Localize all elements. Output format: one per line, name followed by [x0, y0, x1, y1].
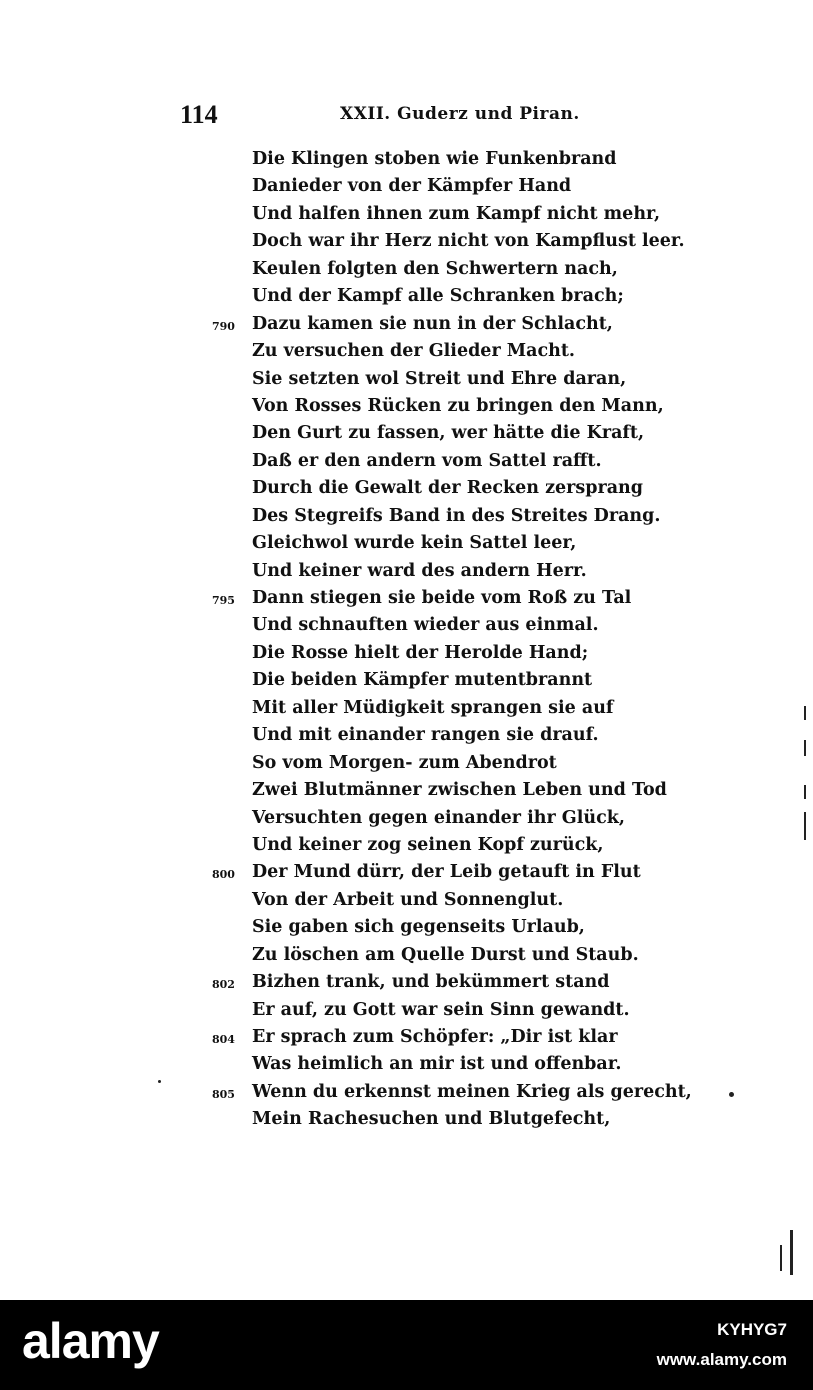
verse-line — [0, 1025, 813, 1052]
image-id: KYHYG7 — [717, 1320, 787, 1339]
verse-line — [0, 367, 813, 394]
verse-line — [0, 833, 813, 860]
line-number: 795 — [212, 594, 235, 607]
verse-text: Wenn du erkennst meinen Krieg als gerecht, — [252, 1081, 692, 1102]
verse-text: Er sprach zum Schöpfer: „Dir ist klar — [252, 1027, 618, 1047]
verse-line — [0, 229, 813, 256]
scan-artifact — [729, 1092, 734, 1097]
verse-line — [0, 696, 813, 723]
verse-text: Sie setzten wol Streit und Ehre daran, — [252, 368, 627, 389]
verse-text: Versuchten gegen einander ihr Glück, — [252, 807, 625, 828]
verse-text: Und der Kampf alle Schranken brach; — [252, 286, 624, 307]
alamy-logo: alamy — [22, 1313, 159, 1369]
verse-line — [0, 723, 813, 750]
scan-artifact — [158, 1080, 161, 1083]
verse-line — [0, 613, 813, 640]
verse-line — [0, 504, 813, 531]
verse-text: Die Klingen stoben wie Funkenbrand — [252, 149, 617, 169]
verse-line — [0, 943, 813, 970]
verse-text: Die beiden Kämpfer mutentbrannt — [252, 670, 593, 691]
verse-line — [0, 586, 813, 613]
verse-line — [0, 394, 813, 421]
watermark-banner — [0, 1300, 813, 1390]
line-number: 790 — [212, 319, 235, 333]
scan-artifact — [780, 1245, 782, 1271]
line-number: 800 — [212, 868, 235, 882]
line-number: 804 — [212, 1033, 235, 1046]
verse-text: Die Rosse hielt der Herolde Hand; — [252, 642, 589, 663]
verse-line — [0, 476, 813, 503]
verse-line — [0, 915, 813, 942]
verse-line — [0, 751, 813, 778]
verse-line — [0, 531, 813, 558]
verse-text: Mein Rachesuchen und Blutgefecht, — [252, 1109, 611, 1130]
scan-artifact — [804, 785, 806, 799]
verse-text: Zwei Blutmänner zwischen Leben und Tod — [252, 780, 667, 801]
verse-text: Von Rosses Rücken zu bringen den Mann, — [252, 395, 664, 416]
verse-line — [0, 147, 813, 174]
verse-line — [0, 257, 813, 284]
verse-text: Sie gaben sich gegenseits Urlaub, — [252, 917, 585, 938]
verse-text: Was heimlich an mir ist und offenbar. — [252, 1054, 622, 1075]
verse-line — [0, 339, 813, 366]
line-number: 802 — [212, 978, 235, 992]
verse-text: Durch die Gewalt der Recken zersprang — [252, 478, 643, 499]
verse-line — [0, 174, 813, 201]
scan-artifact — [804, 740, 806, 756]
verse-text: Den Gurt zu fassen, wer hätte die Kraft, — [252, 423, 645, 444]
scan-artifact — [804, 812, 806, 840]
verse-text: Daß er den andern vom Sattel rafft. — [252, 450, 602, 471]
verse-line — [0, 559, 813, 586]
verse-text: Und mit einander rangen sie drauf. — [252, 725, 599, 746]
page-number: 114 — [180, 100, 218, 129]
verse-text: So vom Morgen- zum Abendrot — [252, 752, 557, 773]
scan-artifact — [790, 1230, 793, 1275]
verse-text: Dann stiegen sie beide vom Roß zu Tal — [252, 588, 632, 608]
verse-text: Des Stegreifs Band in des Streites Drang. — [252, 505, 661, 526]
stock-url: www.alamy.com — [656, 1350, 787, 1369]
verse-line — [0, 1080, 813, 1107]
verse-text: Der Mund dürr, der Leib getauft in Flut — [252, 862, 641, 883]
running-head: XXII. Guderz und Piran. — [340, 104, 580, 124]
verse-line — [0, 970, 813, 997]
verse-line — [0, 1052, 813, 1079]
verse-line — [0, 888, 813, 915]
verse-text: Dazu kamen sie nun in der Schlacht, — [252, 313, 613, 334]
verse-text: Keulen folgten den Schwertern nach, — [252, 258, 618, 279]
verse-line — [0, 202, 813, 229]
verse-line — [0, 668, 813, 695]
verse-line — [0, 312, 813, 339]
verse-text: Und halfen ihnen zum Kampf nicht mehr, — [252, 203, 661, 224]
verse-text: Gleichwol wurde kein Sattel leer, — [252, 533, 577, 554]
verse-text: Zu löschen am Quelle Durst und Staub. — [252, 944, 639, 965]
verse-line — [0, 641, 813, 668]
verse-line — [0, 449, 813, 476]
verse-line — [0, 998, 813, 1025]
scan-artifact — [804, 706, 806, 720]
verse-text: Doch war ihr Herz nicht von Kampflust leer. — [252, 231, 685, 252]
verse-text: Von der Arbeit und Sonnenglut. — [252, 889, 564, 910]
line-number: 805 — [212, 1087, 235, 1101]
verse-text: Mit aller Müdigkeit sprangen sie auf — [252, 697, 614, 718]
verse-block — [0, 147, 813, 1135]
verse-text: Zu versuchen der Glieder Macht. — [252, 341, 576, 362]
verse-text: Danieder von der Kämpfer Hand — [252, 176, 572, 197]
verse-line — [0, 860, 813, 887]
verse-line — [0, 778, 813, 805]
verse-line — [0, 806, 813, 833]
verse-text: Und keiner zog seinen Kopf zurück, — [252, 834, 604, 855]
verse-text: Er auf, zu Gott war sein Sinn gewandt. — [252, 999, 630, 1020]
verse-text: Bizhen trank, und bekümmert stand — [252, 972, 610, 993]
verse-text: Und keiner ward des andern Herr. — [252, 560, 587, 581]
verse-line — [0, 421, 813, 448]
verse-line — [0, 284, 813, 311]
verse-text: Und schnauften wieder aus einmal. — [252, 615, 599, 636]
verse-line — [0, 1107, 813, 1134]
